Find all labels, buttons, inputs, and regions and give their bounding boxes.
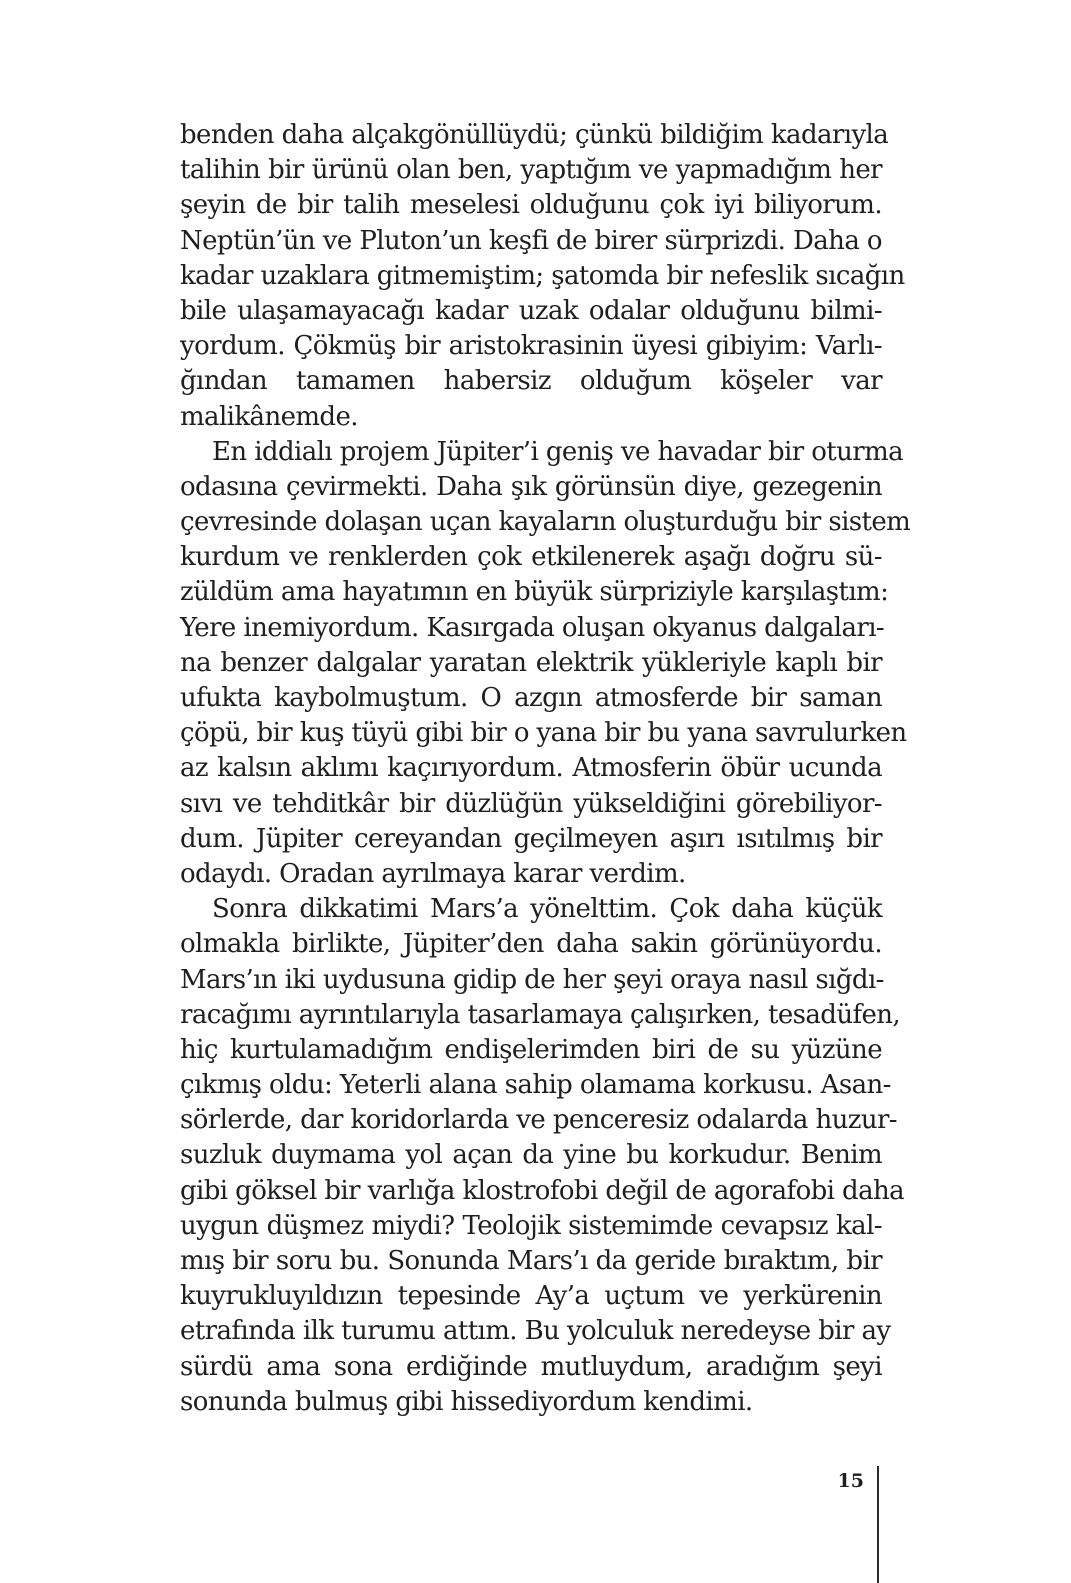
text-line: etrafında ilk turumu attım. Bu yolculuk neredeyse bir ay bbox=[180, 1316, 891, 1347]
text-line: dum. Jüpiter cereyandan geçilmeyen aşırı ısıtılmış bir bbox=[180, 823, 882, 854]
text-line: na benzer dalgalar yaratan elektrik yükleriyle kaplı bir bbox=[180, 647, 882, 678]
paragraph-end-line: malikânemde. bbox=[180, 401, 358, 432]
text-line: sürdü ama sona erdiğinde mutluydum, aradığım şeyi bbox=[180, 1351, 882, 1382]
paragraph-start-line: En iddialı projem Jüpiter’i geniş ve havadar bir oturma bbox=[212, 436, 904, 467]
text-line: Mars’ın iki uydusuna gidip de her şeyi oraya nasıl sığdı- bbox=[180, 964, 884, 995]
text-line: gibi göksel bir varlığa klostrofobi değil de agorafobi daha bbox=[180, 1175, 905, 1206]
page-number: 15 bbox=[837, 1470, 864, 1492]
text-line: benden daha alçakgönüllüydü; çünkü bildiğim kadarıyla bbox=[180, 120, 889, 150]
text-line: uygun düşmez miydi? Teolojik sistemimde cevapsız kal- bbox=[180, 1210, 882, 1241]
body-text bbox=[180, 118, 911, 1420]
text-line: Neptün’ün ve Pluton’un keşfi de birer sürprizdi. Daha o bbox=[180, 225, 882, 256]
text-line: suzluk duymama yol açan da yine bu korkudur. Benim bbox=[180, 1140, 882, 1171]
text-line: şeyin de bir talih meselesi olduğunu çok iyi biliyorum. bbox=[180, 190, 882, 221]
text-line: olmakla birlikte, Jüpiter’den daha sakin görünüyordu. bbox=[180, 929, 882, 960]
text-line: sıvı ve tehditkâr bir düzlüğün yükseldiğini görebiliyor- bbox=[180, 788, 882, 819]
text-line: hiç kurtulamadığım endişelerimden biri de su yüzüne bbox=[180, 1034, 882, 1065]
text-line: çıkmış oldu: Yeterli alana sahip olamama korkusu. Asan- bbox=[180, 1070, 891, 1101]
text-line: kurdum ve renklerden çok etkilenerek aşağı doğru sü- bbox=[180, 542, 882, 573]
text-line: ufukta kaybolmuştum. O azgın atmosferde bir saman bbox=[180, 683, 882, 713]
text-line: talihin bir ürünü olan ben, yaptığım ve yapmadığım her bbox=[180, 155, 882, 186]
text-line: yordum. Çökmüş bir aristokrasinin üyesi gibiyim: Varlı- bbox=[180, 331, 882, 362]
text-line: kuyrukluyıldızın tepesinde Ay’a uçtum ve yerkürenin bbox=[180, 1281, 882, 1312]
text-line: mış bir soru bu. Sonunda Mars’ı da geride bıraktım, bir bbox=[180, 1246, 882, 1276]
margin-rule bbox=[877, 1466, 879, 1583]
text-line: bile ulaşamayacağı kadar uzak odalar olduğunu bilmi- bbox=[180, 295, 882, 326]
text-line: ğından tamamen habersiz olduğum köşeler var bbox=[180, 366, 882, 397]
text-line: çevresinde dolaşan uçan kayaların oluşturduğu bir sistem bbox=[180, 507, 911, 538]
text-line: Yere inemiyordum. Kasırgada oluşan okyanus dalgaları- bbox=[180, 612, 885, 643]
text-line: racağımı ayrıntılarıyla tasarlamaya çalışırken, tesadüfen, bbox=[180, 999, 901, 1030]
text-line: kadar uzaklara gitmemiştim; şatomda bir nefeslik sıcağın bbox=[180, 260, 905, 291]
text-line: odasına çevirmekti. Daha şık görünsün diye, gezegenin bbox=[180, 471, 882, 502]
paragraph-start-line: Sonra dikkatimi Mars’a yönelttim. Çok daha küçük bbox=[212, 894, 882, 925]
text-line: züldüm ama hayatımın en büyük sürpriziyle karşılaştım: bbox=[180, 577, 889, 608]
text-line: sörlerde, dar koridorlarda ve penceresiz odalarda huzur- bbox=[180, 1105, 897, 1136]
text-line: çöpü, bir kuş tüyü gibi bir o yana bir bu yana savrulurken bbox=[180, 718, 907, 749]
paragraph-end-line: odaydı. Oradan ayrılmaya karar verdim. bbox=[180, 858, 686, 889]
paragraph-end-line: sonunda bulmuş gibi hissediyordum kendimi. bbox=[180, 1386, 753, 1417]
text-line: az kalsın aklımı kaçırıyordum. Atmosferin öbür ucunda bbox=[180, 753, 882, 784]
